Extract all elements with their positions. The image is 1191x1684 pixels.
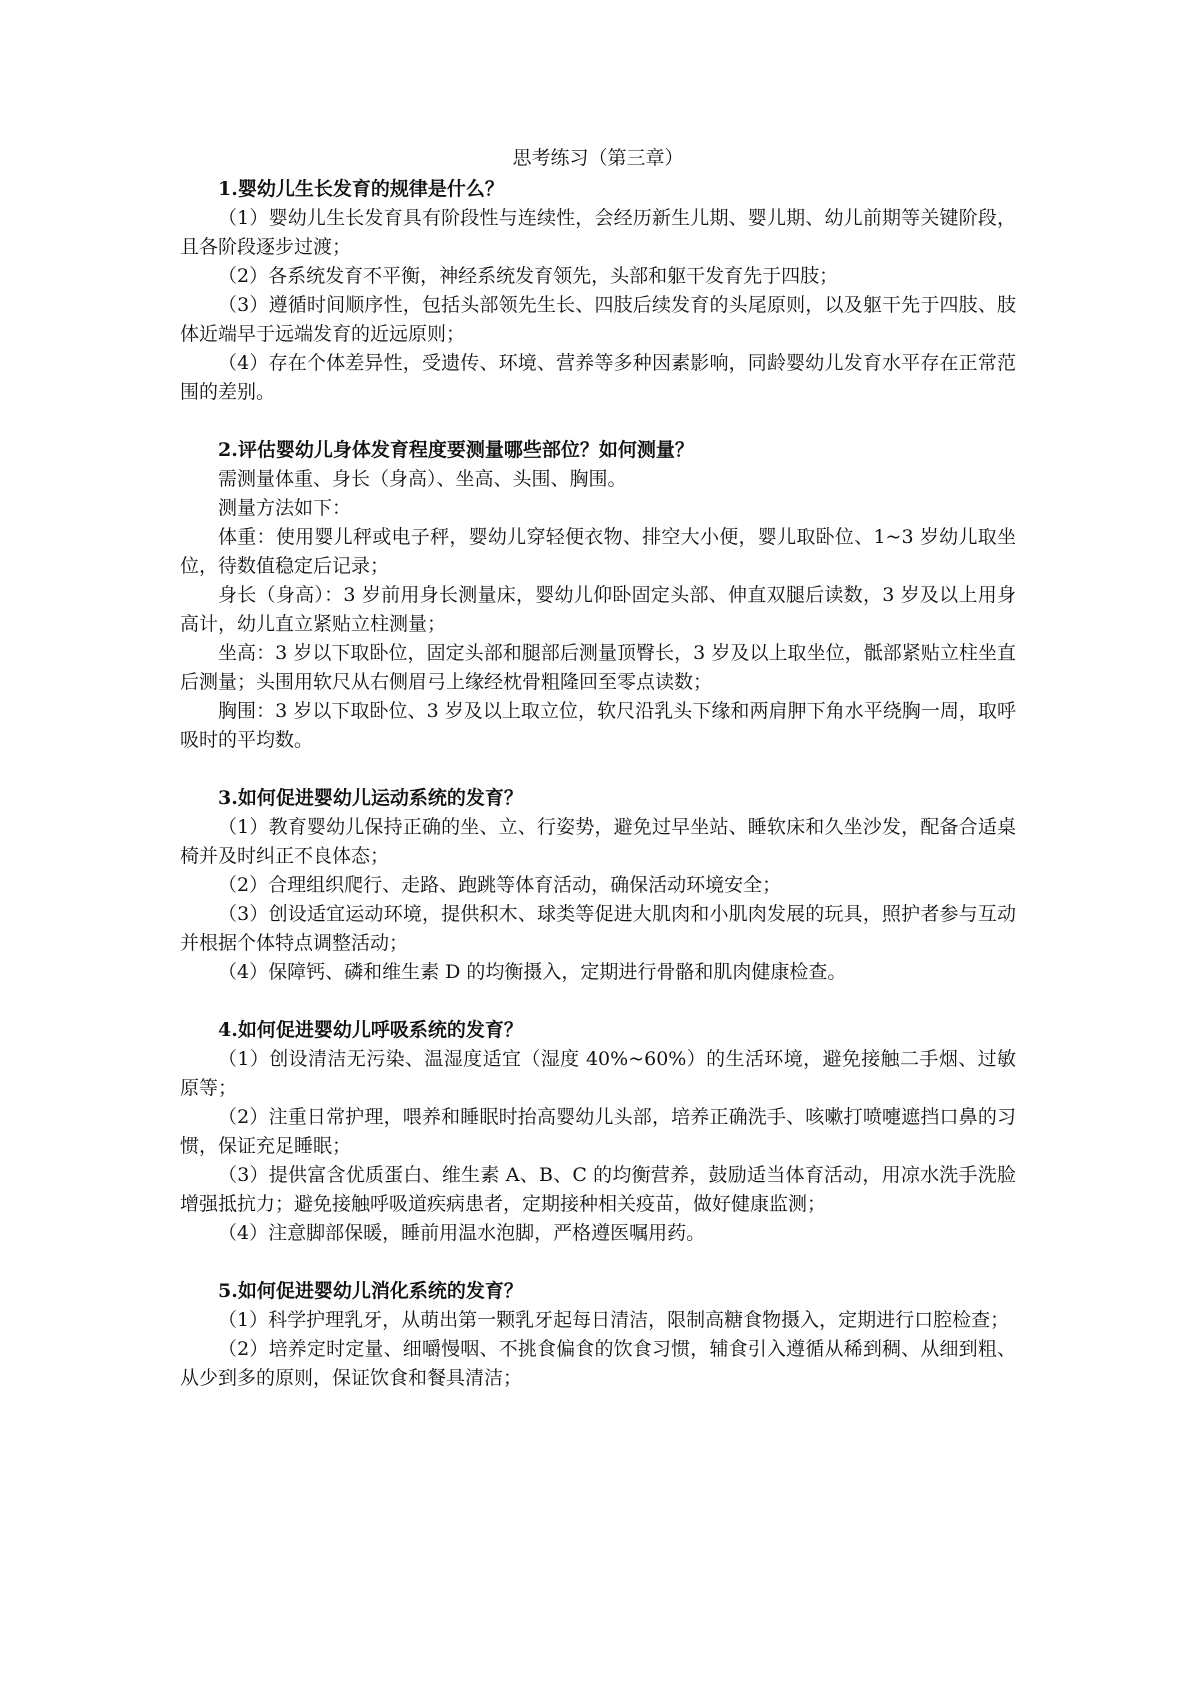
answer-paragraph: 坐高：3 岁以下取卧位，固定头部和腿部后测量顶臀长，3 岁及以上取坐位，骶部紧贴立柱坐直后测量；头围用软尺从右侧眉弓上缘经枕骨粗隆回至零点读数； — [180, 642, 1016, 693]
answer-paragraph: （1）创设清洁无污染、温湿度适宜（湿度 40%~60%）的生活环境，避免接触二手烟、过敏原等； — [180, 1048, 1016, 1099]
question-heading: 2.评估婴幼儿身体发育程度要测量哪些部位？如何测量？ — [218, 439, 694, 461]
answer-paragraph: （1）科学护理乳牙，从萌出第一颗乳牙起每日清洁，限制高糖食物摄入，定期进行口腔检查； — [218, 1309, 1010, 1331]
section-1 — [180, 175, 1016, 407]
question-heading: 3.如何促进婴幼儿运动系统的发育？ — [218, 787, 523, 809]
answer-paragraph: 身长（身高）：3 岁前用身长测量床，婴幼儿仰卧固定头部、伸直双腿后读数，3 岁及以上用身高计，幼儿直立紧贴立柱测量； — [180, 584, 1016, 635]
document-title: 思考练习（第三章） — [512, 147, 684, 169]
answer-paragraph: （2）培养定时定量、细嚼慢咽、不挑食偏食的饮食习惯，辅食引入遵循从稀到稠、从细到粗、从少到多的原则，保证饮食和餐具清洁； — [180, 1338, 1016, 1389]
document-page — [180, 144, 1016, 1393]
answer-paragraph: （2）各系统发育不平衡，神经系统发育领先，头部和躯干发育先于四肢； — [218, 265, 839, 287]
answer-paragraph: 测量方法如下： — [218, 497, 352, 519]
answer-paragraph: （4）存在个体差异性，受遗传、环境、营养等多种因素影响，同龄婴幼儿发育水平存在正常范围的差别。 — [180, 352, 1016, 403]
question-heading: 1.婴幼儿生长发育的规律是什么？ — [218, 178, 504, 200]
question-heading: 4.如何促进婴幼儿呼吸系统的发育？ — [218, 1019, 523, 1041]
answer-paragraph: 体重：使用婴儿秤或电子秤，婴幼儿穿轻便衣物、排空大小便，婴儿取卧位、1~3 岁幼儿取坐位，待数值稳定后记录； — [180, 526, 1016, 577]
answer-paragraph: （4）保障钙、磷和维生素 D 的均衡摄入，定期进行骨骼和肌肉健康检查。 — [218, 961, 847, 983]
answer-paragraph: （2）合理组织爬行、走路、跑跳等体育活动，确保活动环境安全； — [218, 874, 782, 896]
answer-paragraph: （1）婴幼儿生长发育具有阶段性与连续性，会经历新生儿期、婴儿期、幼儿前期等关键阶段，且各阶段逐步过渡； — [180, 207, 1016, 258]
section-3 — [180, 784, 1016, 987]
answer-paragraph: （2）注重日常护理，喂养和睡眠时抬高婴幼儿头部，培养正确洗手、咳嗽打喷嚏遮挡口鼻的习惯，保证充足睡眠； — [180, 1106, 1016, 1157]
answer-paragraph: （3）提供富含优质蛋白、维生素 A、B、C 的均衡营养，鼓励适当体育活动，用凉水洗手洗脸增强抵抗力；避免接触呼吸道疾病患者，定期接种相关疫苗，做好健康监测； — [180, 1164, 1016, 1215]
answer-paragraph: （4）注意脚部保暖，睡前用温水泡脚，严格遵医嘱用药。 — [218, 1222, 706, 1244]
section-4 — [180, 1016, 1016, 1248]
question-heading: 5.如何促进婴幼儿消化系统的发育？ — [218, 1280, 523, 1302]
section-2 — [180, 436, 1016, 755]
answer-paragraph: 需测量体重、身长（身高）、坐高、头围、胸围。 — [218, 468, 627, 490]
answer-paragraph: 胸围：3 岁以下取卧位、3 岁及以上取立位，软尺沿乳头下缘和两肩胛下角水平绕胸一周，取呼吸时的平均数。 — [180, 700, 1016, 751]
answer-paragraph: （1）教育婴幼儿保持正确的坐、立、行姿势，避免过早坐站、睡软床和久坐沙发，配备合适桌椅并及时纠正不良体态； — [180, 816, 1016, 867]
section-5 — [180, 1277, 1016, 1393]
answer-paragraph: （3）创设适宜运动环境，提供积木、球类等促进大肌肉和小肌肉发展的玩具，照护者参与互动并根据个体特点调整活动； — [180, 903, 1016, 954]
answer-paragraph: （3）遵循时间顺序性，包括头部领先生长、四肢后续发育的头尾原则，以及躯干先于四肢、肢体近端早于远端发育的近远原则； — [180, 294, 1016, 345]
